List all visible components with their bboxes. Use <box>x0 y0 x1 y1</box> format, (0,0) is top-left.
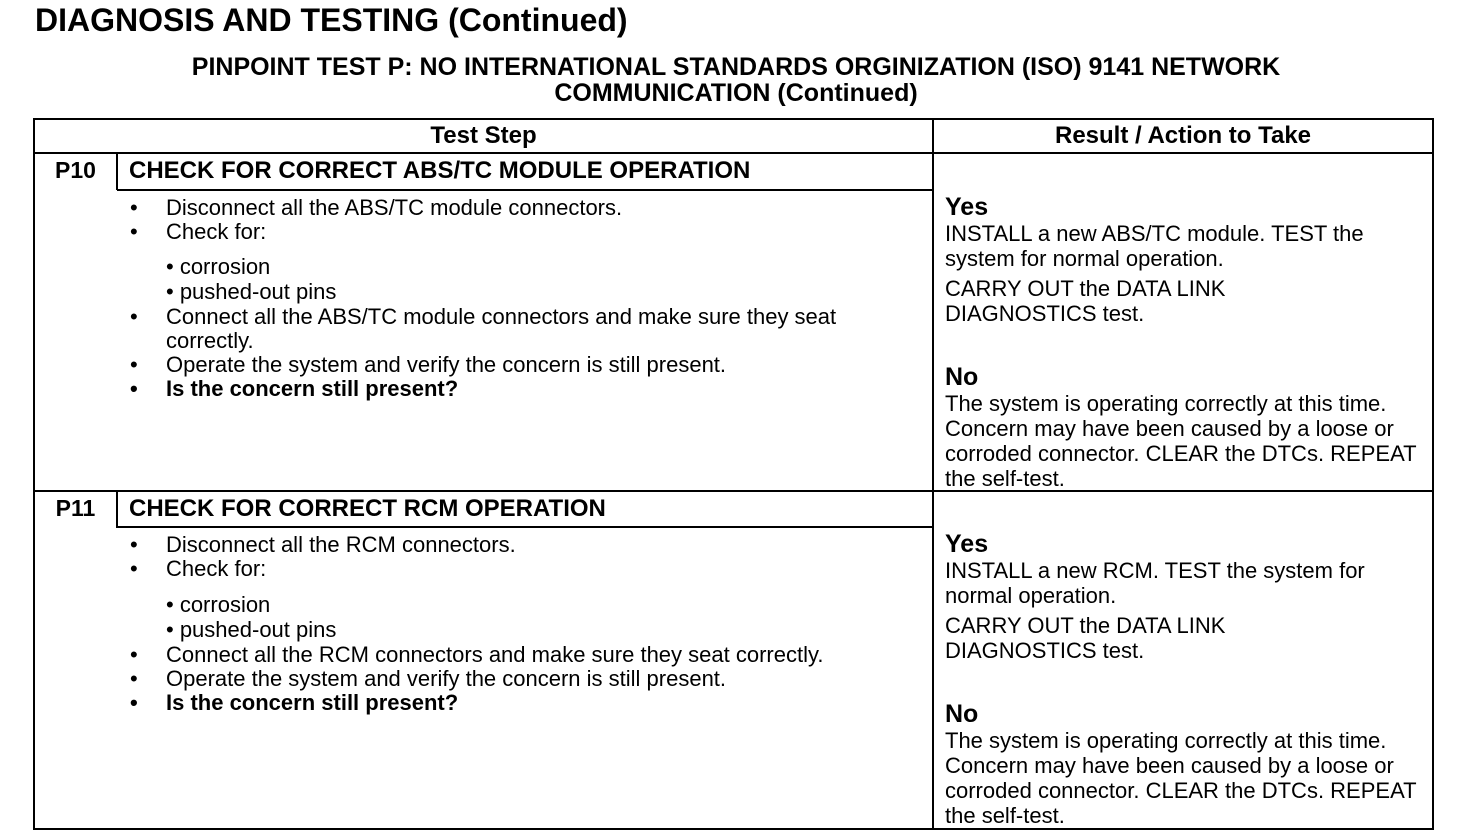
p10-id-divider <box>116 152 118 190</box>
result-yes-text-2: CARRY OUT the DATA LINK DIAGNOSTICS test. <box>945 613 1226 663</box>
list-item: • Connect all the ABS/TC module connectors and make sure they seat correctly. <box>130 304 837 353</box>
list-item: • Operate the system and verify the concern is still present. <box>130 352 727 377</box>
list-item: • Disconnect all the ABS/TC module connectors. <box>130 195 623 220</box>
table-border-top <box>33 118 1434 120</box>
step-id-p10: P10 <box>55 157 96 183</box>
header-test-step: Test Step <box>430 122 537 149</box>
result-yes-text-2: CARRY OUT the DATA LINK DIAGNOSTICS test. <box>945 276 1226 326</box>
step-title-p11: CHECK FOR CORRECT RCM OPERATION <box>129 495 606 522</box>
header-divider <box>33 152 1434 154</box>
result-yes-label: Yes <box>945 530 989 558</box>
list-item: • Check for: <box>130 556 267 581</box>
list-item: • Operate the system and verify the concern is still present. <box>130 666 727 691</box>
step-title-p10: CHECK FOR CORRECT ABS/TC MODULE OPERATION <box>129 157 751 184</box>
result-p10 <box>945 194 1429 491</box>
test-title-line2: COMMUNICATION (Continued) <box>554 79 918 107</box>
step-id-p11: P11 <box>55 495 96 521</box>
column-divider <box>932 118 934 830</box>
header-result: Result / Action to Take <box>1054 122 1312 149</box>
table-border-left <box>33 118 35 830</box>
list-item: • Check for: <box>130 219 267 244</box>
list-sub-item: • pushed-out pins <box>166 617 337 642</box>
table-border-bottom <box>33 828 1434 830</box>
list-item: • Is the concern still present? <box>130 690 459 715</box>
list-sub-item: • pushed-out pins <box>166 279 337 304</box>
list-item: • Is the concern still present? <box>130 376 459 401</box>
result-no-label: No <box>945 700 979 728</box>
result-p11 <box>945 531 1429 828</box>
result-yes-text: INSTALL a new ABS/TC module. TEST the system for normal operation. <box>945 221 1364 271</box>
result-yes-text: INSTALL a new RCM. TEST the system for normal operation. <box>945 558 1365 608</box>
p11-title-divider <box>117 526 933 528</box>
list-sub-item: • corrosion <box>166 592 271 617</box>
result-yes-label: Yes <box>945 193 989 221</box>
list-sub-item: • corrosion <box>166 254 271 279</box>
list-item: • Disconnect all the RCM connectors. <box>130 532 516 557</box>
result-no-text: The system is operating correctly at this time. Concern may have been caused by a loose or corroded connector. CLEAR the DTCs. REPEAT the self-test. <box>945 728 1417 828</box>
page-title: DIAGNOSIS AND TESTING (Continued) <box>35 2 628 38</box>
list-item: • Connect all the RCM connectors and make sure they seat correctly. <box>130 642 824 667</box>
p11-id-divider <box>116 490 118 528</box>
step-body-p11 <box>130 532 866 715</box>
result-no-label: No <box>945 363 979 391</box>
step-body-p10 <box>130 195 906 401</box>
p10-title-divider <box>117 189 933 191</box>
table-border-right <box>1432 118 1434 830</box>
test-title-line1: PINPOINT TEST P: NO INTERNATIONAL STANDARDS ORGINIZATION (ISO) 9141 NETWORK <box>191 53 1281 81</box>
result-no-text: The system is operating correctly at this time. Concern may have been caused by a loose or corroded connector. CLEAR the DTCs. REPEAT the self-test. <box>945 391 1417 491</box>
